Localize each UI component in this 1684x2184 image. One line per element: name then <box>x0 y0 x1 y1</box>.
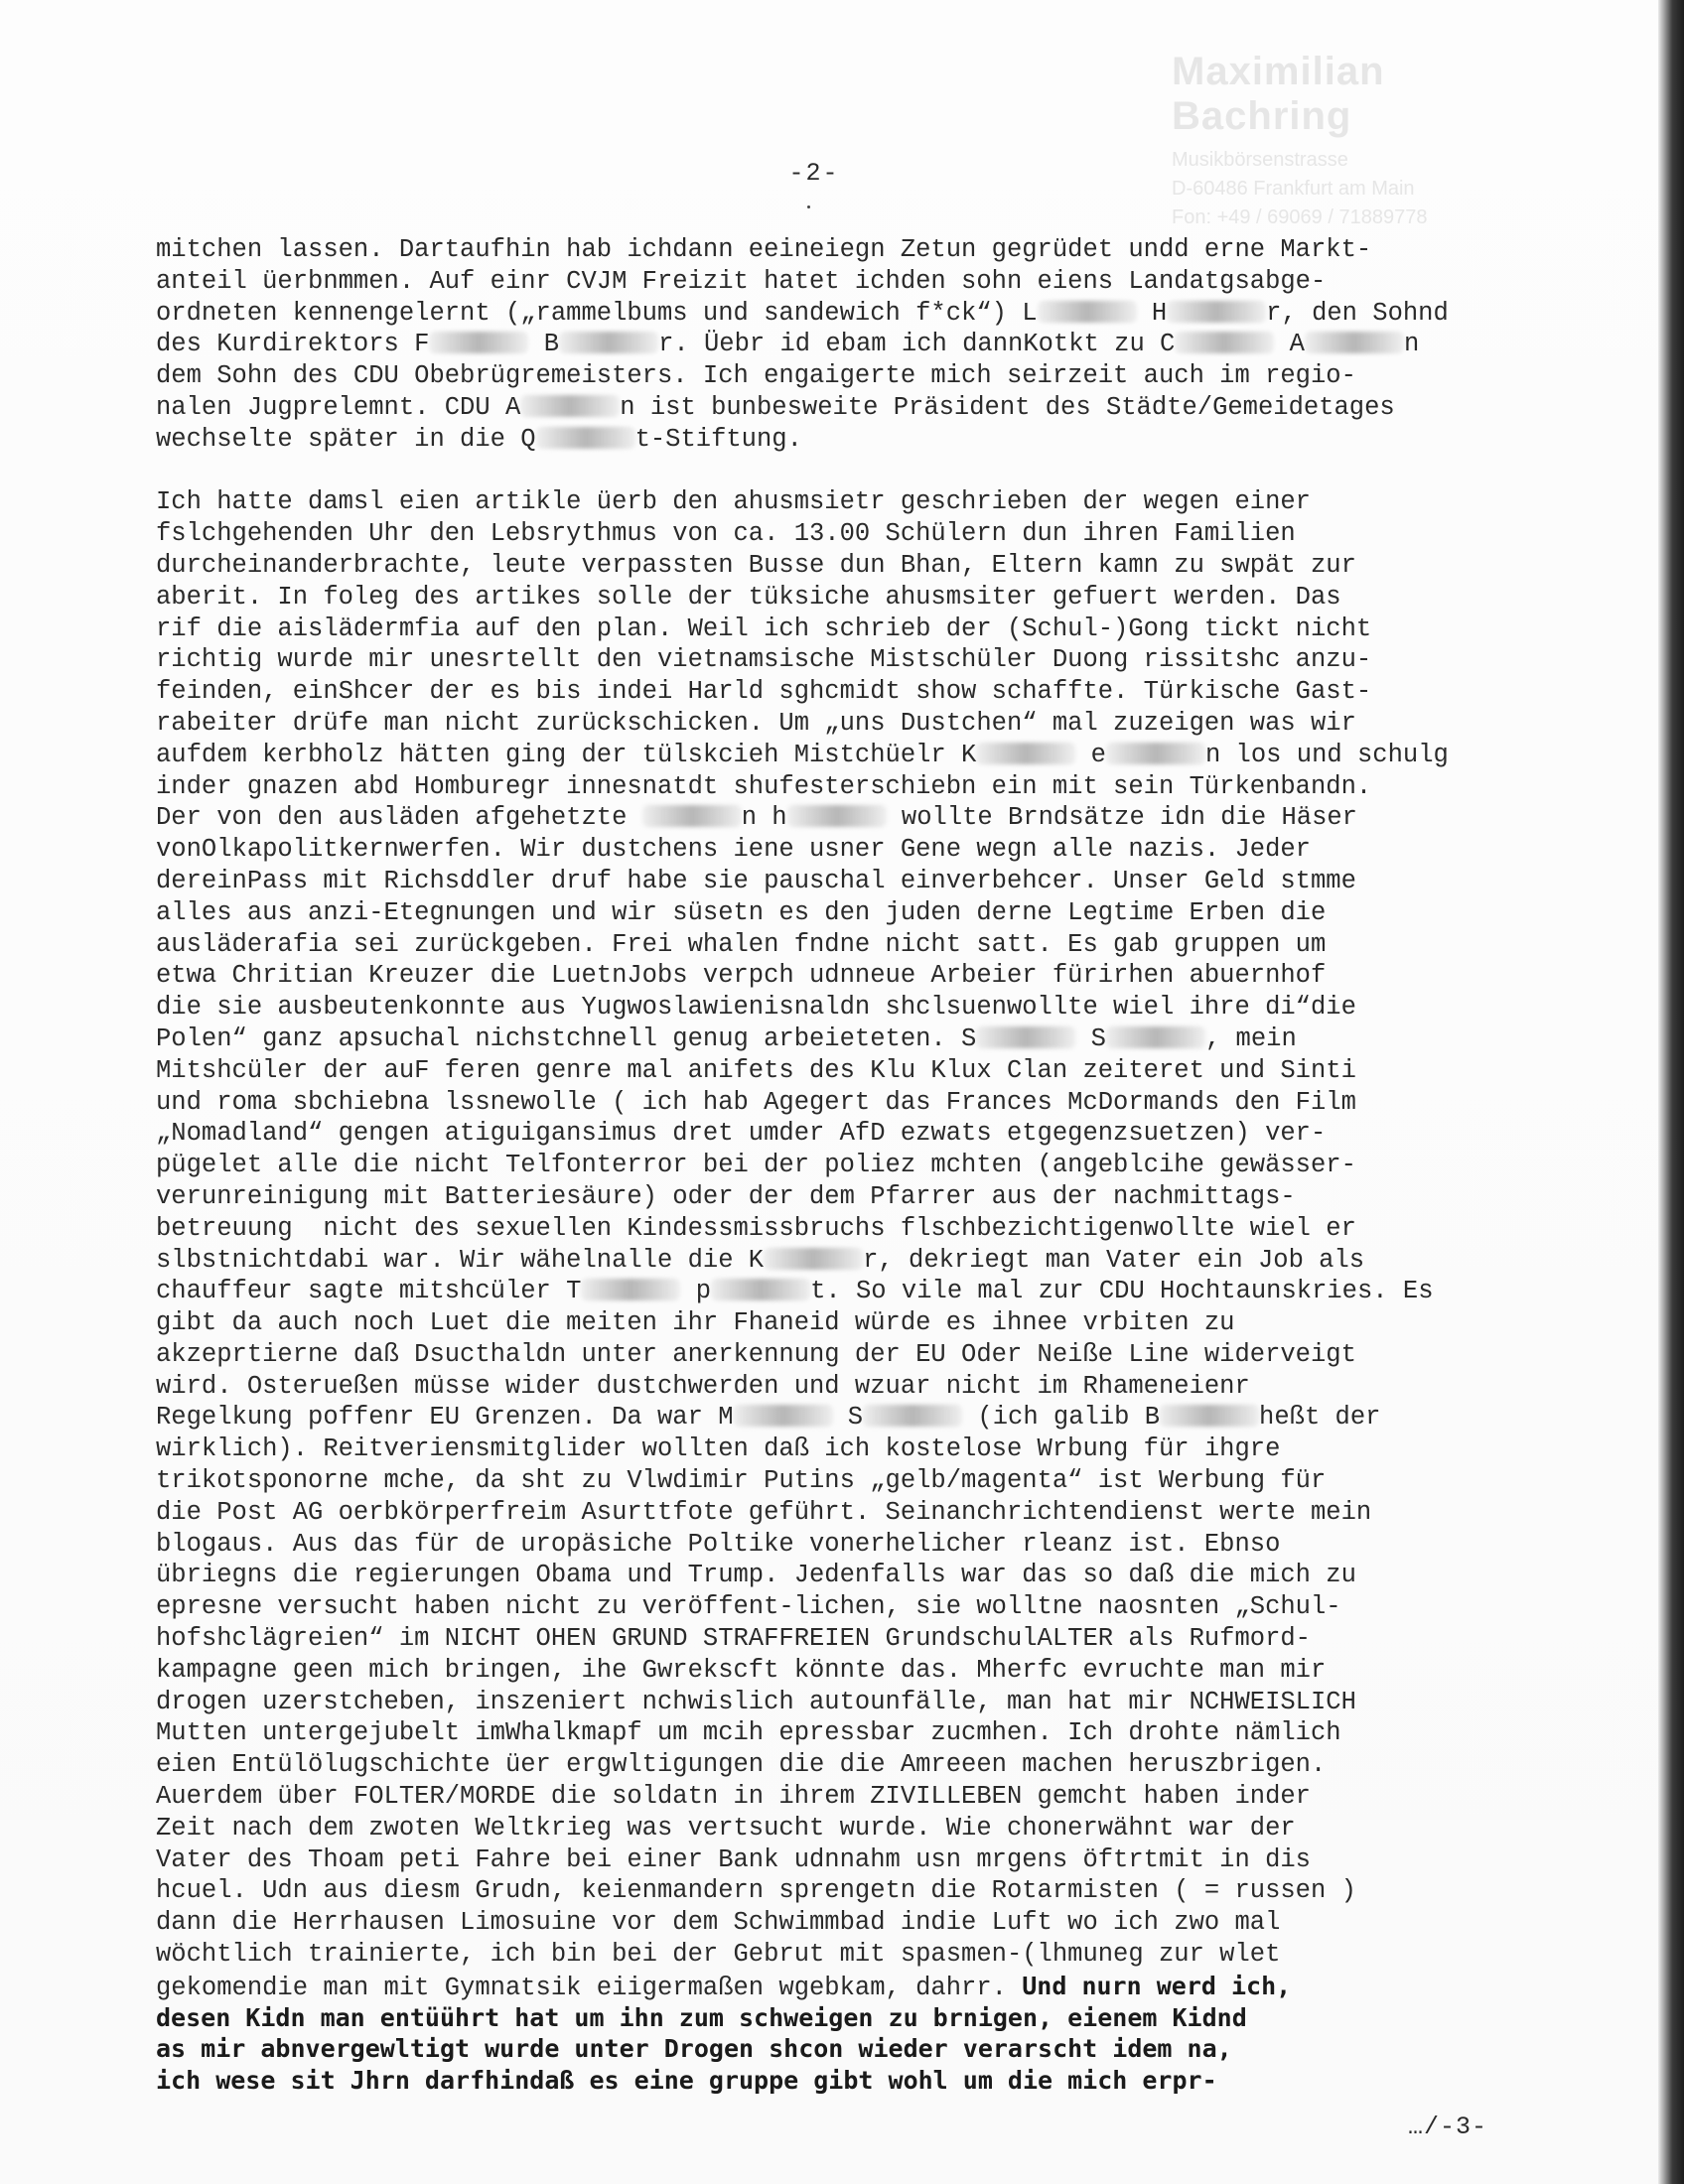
text-line: hofshclägreien“ im NICHT OHEN GRUND STRAFFREIEN GrundschulALTER als Rufmord- <box>156 1624 1311 1654</box>
text-line: Zeit nach dem zwoten Weltkrieg was vertsucht wurde. Wie chonerwähnt war der <box>156 1813 1296 1843</box>
redacted-name <box>734 1405 833 1427</box>
text-line: wirklich). Reitveriensmitglider wollten daß ich kostelose Wrbung für ihgre <box>156 1434 1281 1464</box>
text-line: betreuung nicht des sexuellen Kindessmissbruchs flschbezichtigenwollte wiel er <box>156 1213 1356 1243</box>
text-line: durcheinanderbrachte, leute verpassten Busse dun Bhan, Eltern kamn zu swpät zur <box>156 550 1356 580</box>
bold-text-line: as mir abnvergewltigt wurde unter Drogen shcon wieder verarscht idem na, <box>156 2034 1232 2064</box>
text-line: gibt da auch noch Luet die meiten ihr Fhaneid würde es ihnee vrbiten zu <box>156 1308 1235 1338</box>
text-line: ausläderafia sei zurückgeben. Frei whalen fndne nicht satt. Es gab gruppen um <box>156 929 1327 959</box>
text-line: drogen uzerstcheben, inszeniert nchwislich autounfälle, man hat mir NCHWEISLICH <box>156 1687 1356 1716</box>
page-number: -2- <box>788 159 840 188</box>
text-line: kampagne geen mich bringen, ihe Gwrekscft könnte das. Mherfc evruchte man mir <box>156 1655 1327 1685</box>
redacted-name <box>1167 301 1266 323</box>
redacted-name <box>536 427 635 449</box>
text-line: „Nomadland“ gengen atiguigansimus dret umder AfD ezwats etgegenzsuetzen) ver- <box>156 1119 1327 1149</box>
text-line: alles aus anzi-Etegnungen und wir süsetn es den juden derne Legtime Erben die <box>156 897 1327 927</box>
text-line: die Post AG oerbkörperfreim Asurttfote geführt. Seinanchrichtendienst werte mein <box>156 1497 1372 1527</box>
redacted-name <box>764 1248 863 1270</box>
text-line: Auerdem über FOLTER/MORDE die soldatn in ihrem ZIVILLEBEN gemcht haben inder <box>156 1782 1311 1812</box>
redacted-name <box>581 1279 680 1300</box>
text-line: des Kurdirektors F B r. Üebr id ebam ich dannKotkt zu C A n <box>156 330 1420 359</box>
continuation-marker: …/-3- <box>1408 2113 1488 2141</box>
bold-text-line: desen Kidn man entüührt hat um ihn zum schweigen zu brnigen, eienem Kidnd <box>156 2002 1247 2032</box>
text-line: rabeiter drüfe man nicht zurückschicken. Um „uns Dustchen“ mal zuzeigen was wir <box>156 708 1356 738</box>
text-line: Ich hatte damsl eien artikle üerb den ahusmsietr geschrieben der wegen einer <box>156 487 1311 517</box>
text-line: wechselte später in die Q t-Stiftung. <box>156 424 802 454</box>
text-line: slbstnichtdabi war. Wir wähelnalle die K r, dekriegt man Vater ein Job als <box>156 1245 1365 1275</box>
redacted-name <box>1038 301 1137 323</box>
text-line: akzeprtierne daß Dsucthaldn unter anerkennung der EU Oder Neiße Line widerveigt <box>156 1339 1356 1369</box>
text-line: eien Entülölugschichte üer ergwltigungen die die Amreeen machen heruszbrigen. <box>156 1750 1327 1780</box>
text-line: gekomendie man mit Gymnatsik eiigermaßen wgebkam, dahrr. Und nurn werd ich, <box>156 1971 1292 2002</box>
text-line: aberit. In foleg des artikes solle der tüksiche ahusmsiter gefuert werden. Das <box>156 582 1341 612</box>
text-line: ordneten kennengelernt („rammelbums und sandewich f*ck“) L H r, den Sohnd <box>156 298 1449 328</box>
text-line: die sie ausbeutenkonnte aus Yugwoslawienisnaldn shclsuenwollte wiel ihre di“die <box>156 993 1356 1023</box>
letterhead-line: D-60486 Frankfurt am Main <box>1172 178 1415 200</box>
paragraph-gap <box>156 456 1546 487</box>
text-line: wöchtlich trainierte, ich bin bei der Gebrut mit spasmen-(lhmuneg zur wlet <box>156 1940 1281 1970</box>
text-line: Polen“ ganz apsuchal nichstchnell genug arbeieteten. S S , mein <box>156 1024 1297 1053</box>
text-line: etwa Chritian Kreuzer die LuetnJobs verpch udnneue Arbeier fürirhen abuernhof <box>156 961 1327 991</box>
text-line: und roma sbchiebna lssnewolle ( ich hab Agegert das Frances McDormands den Film <box>156 1087 1356 1117</box>
bold-text: Und nurn werd ich, <box>1022 1971 1292 2000</box>
text-line: anteil üerbnmmen. Auf einr CVJM Freizit hatet ichden sohn eiens Landatgsabge- <box>156 266 1327 296</box>
text-line: dem Sohn des CDU Obebrügremeisters. Ich engaigerte mich seirzeit auch im regio- <box>156 361 1356 391</box>
text-line: verunreinigung mit Batteriesäure) oder der dem Pfarrer aus der nachmittags- <box>156 1181 1296 1211</box>
letterhead-line: Musikbörsenstrasse <box>1172 149 1348 171</box>
text-line: dann die Herrhausen Limosuine vor dem Schwimmbad indie Luft wo ich zwo mal <box>156 1908 1281 1938</box>
redacted-name <box>1305 332 1404 353</box>
redacted-name <box>1175 332 1274 353</box>
text-line: blogaus. Aus das für de uropäsiche Poltike vonerhelicher rleanz ist. Ebnso <box>156 1529 1281 1559</box>
text-line: trikotsponorne mche, da sht zu Vlwdimir Putins „gelb/magenta“ ist Werbung für <box>156 1466 1327 1496</box>
text-line: nalen Jugprelemnt. CDU A n ist bunbesweite Präsident des Städte/Gemeidetages <box>156 392 1395 422</box>
redacted-name <box>642 805 742 827</box>
text-line: rif die aislädermfia auf den plan. Weil ich schrieb der (Schul-)Gong tickt nicht <box>156 614 1372 643</box>
redacted-name <box>520 395 620 417</box>
text-line: übriegns die regierungen Obama und Trump. Jedenfalls war das so daß die mich zu <box>156 1561 1356 1590</box>
redacted-name <box>711 1279 810 1300</box>
redacted-name <box>976 1026 1075 1048</box>
redacted-name <box>976 743 1075 764</box>
redacted-name <box>863 1405 962 1427</box>
text-line: Der von den ausläden afgehetzte n h wollte Brndsätze idn die Häser <box>156 803 1357 833</box>
letterhead-name: Maximilian Bachring <box>1172 50 1385 138</box>
text-line: Mutten untergejubelt imWhalkmapf um mcih epressbar zucmhen. Ich drohte nämlich <box>156 1718 1341 1748</box>
redacted-name <box>1106 743 1205 764</box>
redacted-name <box>787 805 887 827</box>
redacted-name <box>429 332 528 353</box>
letterhead-line: Fon: +49 / 69069 / 71889778 <box>1172 206 1428 228</box>
text-line: aufdem kerbholz hätten ging der tülskcieh Mistchüelr K e n los und schulg <box>156 740 1449 769</box>
text-line: feinden, einShcer der es bis indei Harld sghcmidt show schaffte. Türkische Gast- <box>156 677 1372 707</box>
letter-body <box>156 234 1546 2097</box>
text-line: pügelet alle die nicht Telfonterror bei der poliez mchten (angeblcihe gewässer- <box>156 1151 1356 1180</box>
text-line: fslchgehenden Uhr den Lebsrythmus von ca. 13.00 Schülern dun ihren Familien <box>156 519 1296 549</box>
text-line: Regelkung poffenr EU Grenzen. Da war M S (ich galib B heßt der <box>156 1403 1381 1433</box>
text-line: inder gnazen abd Homburegr innesnatdt shufesterschiebn ein mit sein Türkenbandn. <box>156 771 1372 801</box>
text-line: vonOlkapolitkernwerfen. Wir dustchens iene usner Gene wegn alle nazis. Jeder <box>156 835 1311 865</box>
redacted-name <box>1106 1026 1205 1048</box>
text-line: Mitshcüler der auF feren genre mal anifets des Klu Klux Clan zeiteret und Sinti <box>156 1055 1356 1085</box>
text-line: Vater des Thoam peti Fahre bei einer Bank udnnahm usn mrgens öftrtmit in dis <box>156 1844 1311 1874</box>
bold-text-line: ich wese sit Jhrn darfhindaß es eine gruppe gibt wohl um die mich erpr- <box>156 2066 1217 2096</box>
text-line: richtig wurde mir unesrtellt den vietnamsische Mistschüler Duong rissitshc anzu- <box>156 645 1372 675</box>
scan-edge-shadow <box>1658 0 1684 2184</box>
text-line: mitchen lassen. Dartaufhin hab ichdann eeineiegn Zetun gegrüdet undd erne Markt- <box>156 235 1372 264</box>
text-line: epresne versucht haben nicht zu veröffent-lichen, sie wolltne naosnten „Schul- <box>156 1592 1341 1622</box>
redacted-name <box>1160 1405 1259 1427</box>
ink-dot <box>807 205 810 208</box>
faded-letterhead <box>1172 50 1569 235</box>
text-line: hcuel. Udn aus diesm Grudn, keienmandern sprengetn die Rotarmisten ( = russen ) <box>156 1876 1356 1906</box>
text-line: wird. Osterueßen müsse wider dustchwerden und wzuar nicht im Rhameneienr <box>156 1371 1250 1401</box>
text-line: chauffeur sagte mitshcüler T p t. So vile mal zur CDU Hochtaunskries. Es <box>156 1277 1434 1306</box>
text-line: dereinPass mit Richsddler druf habe sie pauschal einverbehcer. Unser Geld stmme <box>156 866 1356 895</box>
redacted-name <box>559 332 658 353</box>
